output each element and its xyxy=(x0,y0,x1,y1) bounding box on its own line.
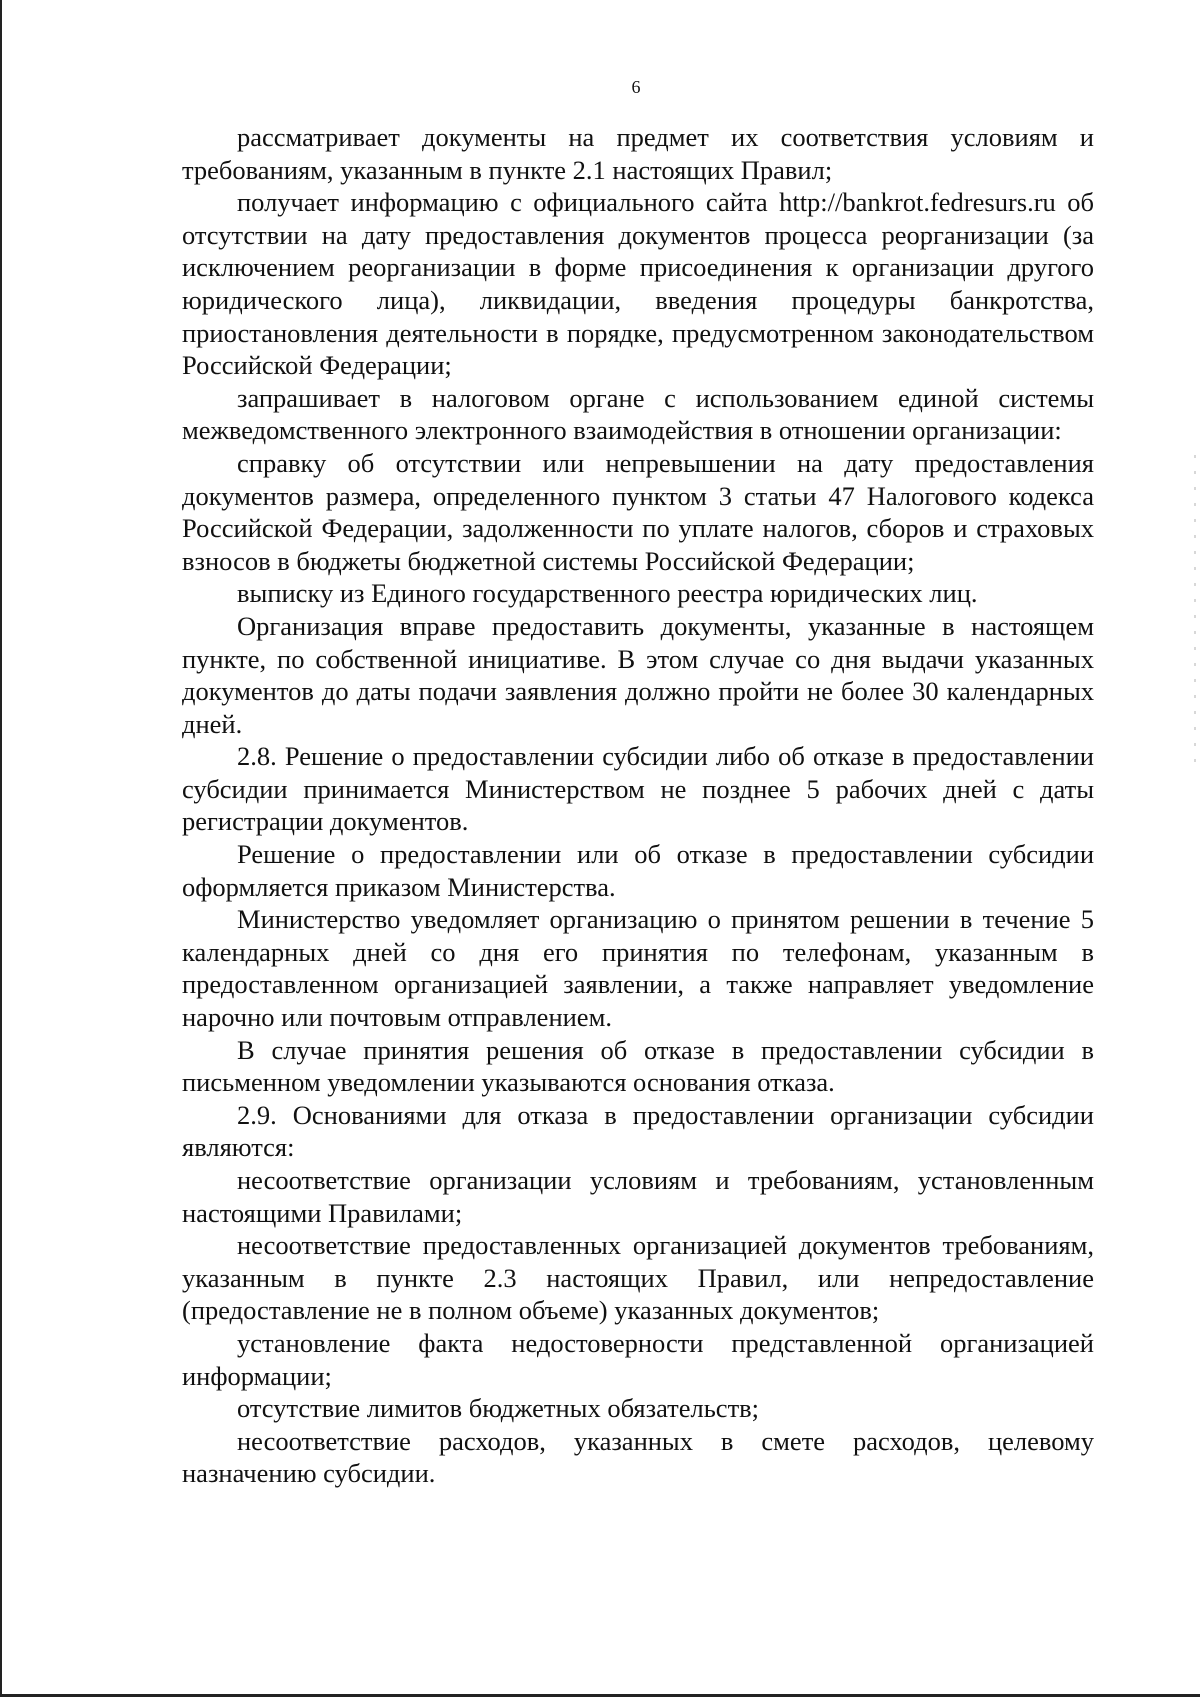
paragraph: несоответствие расходов, указанных в смете расходов, целевому назначению субсидии. xyxy=(182,1425,1094,1489)
paragraph: несоответствие предоставленных организацией документов требованиям, указанным в пункте 2.3 настоящих Правил, или непредоставление (предоставление не в полном объеме) указанных документов; xyxy=(182,1230,1094,1326)
paragraph: несоответствие организации условиям и требованиям, установленным настоящими Правилами; xyxy=(182,1165,1094,1228)
scan-left-edge xyxy=(0,0,2,1697)
paragraph: получает информацию с официального сайта http://bankrot.fedresurs.ru об отсутствии на дату предоставления документов процесса реорганизации (за исключением реорганизации в форме присоединения к организации другого юридического лица), ликвидации, введения процедуры банкротства, приостановления деятельности в порядке, предусмотренном законодательством Российской Федерации; xyxy=(182,187,1094,381)
page-number: 6 xyxy=(631,77,641,97)
paragraph: 2.9. Основаниями для отказа в предоставлении организации субсидии являются: xyxy=(182,1099,1094,1163)
paragraph: Министерство уведомляет организацию о принятом решении в течение 5 календарных дней со дня его принятия по телефонам, указанным в предоставленном организацией заявлении, а также направляет уведомление нарочно или почтовым отправлением. xyxy=(182,904,1094,1033)
paragraph: справку об отсутствии или непревышении на дату предоставления документов размера, определенного пунктом 3 статьи 47 Налогового кодекса Российской Федерации, задолженности по уплате налогов, сборов и страховых взносов в бюджеты бюджетной системы Российской Федерации; xyxy=(182,447,1094,576)
paragraph: выписку из Единого государственного реестра юридических лиц. xyxy=(237,578,978,609)
paragraph: установление факта недостоверности представленной организацией информации; xyxy=(182,1327,1094,1391)
document-body xyxy=(182,121,1094,1490)
paragraph: Организация вправе предоставить документы, указанные в настоящем пункте, по собственной инициативе. В этом случае со дня выдачи указанных документов до даты подачи заявления должно пройти не более 30 календарных дней. xyxy=(182,610,1094,739)
scan-artifact xyxy=(1194,455,1196,775)
paragraph: В случае принятия решения об отказе в предоставлении субсидии в письменном уведомлении указываются основания отказа. xyxy=(182,1034,1094,1098)
paragraph: рассматривает документы на предмет их соответствия условиям и требованиям, указанным в пункте 2.1 настоящих Правил; xyxy=(182,122,1094,185)
paragraph: Решение о предоставлении или об отказе в предоставлении субсидии оформляется приказом Министерства. xyxy=(182,839,1094,902)
paragraph: 2.8. Решение о предоставлении субсидии либо об отказе в предоставлении субсидии принимается Министерством не позднее 5 рабочих дней с даты регистрации документов. xyxy=(182,741,1094,837)
paragraph: отсутствие лимитов бюджетных обязательств; xyxy=(237,1393,760,1424)
paragraph: запрашивает в налоговом органе с использованием единой системы межведомственного электронного взаимодействия в отношении организации: xyxy=(182,382,1094,446)
